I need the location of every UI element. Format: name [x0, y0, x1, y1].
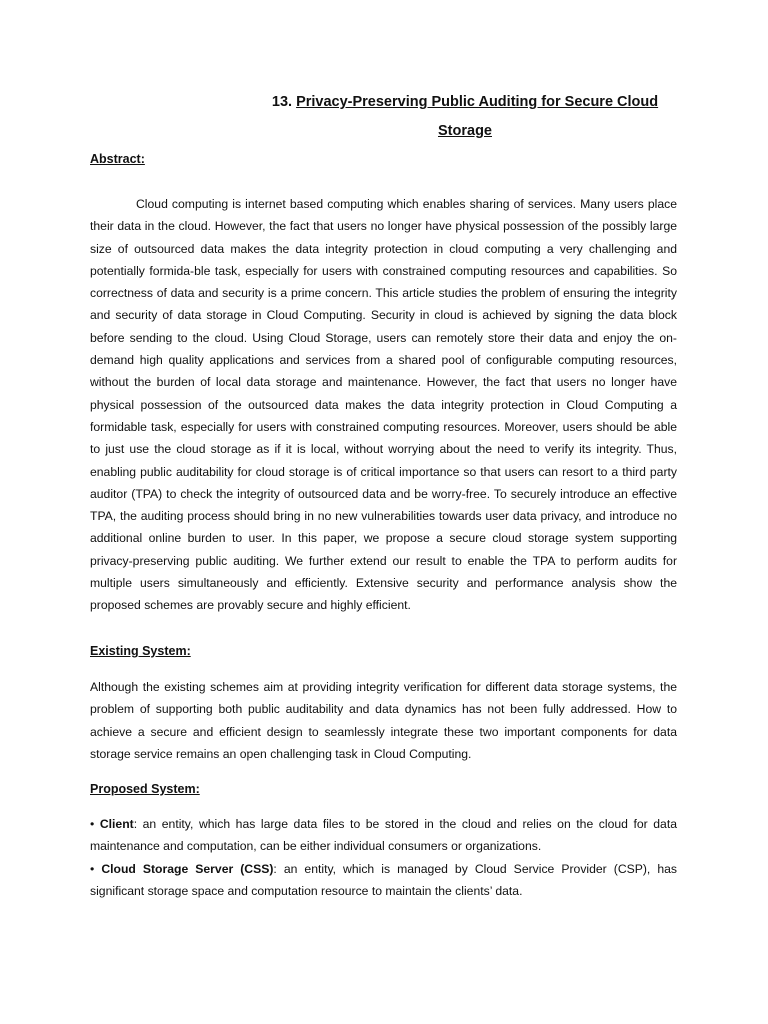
list-item [90, 813, 677, 858]
abstract-heading: Abstract: [90, 152, 145, 166]
proposed-system-list [90, 813, 677, 902]
list-item-text: : an entity, which has large data files to be stored in the cloud and relies on the cloud for data maintenance and computation, can be either individual consumers or organizations. [90, 817, 677, 854]
list-item-text: : an entity, which is managed by Cloud Service Provider (CSP), has significant storage space and computation resource to maintain the clients’ data. [90, 861, 677, 898]
existing-system-heading: Existing System: [90, 644, 191, 658]
existing-system-paragraph: Although the existing schemes aim at providing integrity verification for different data storage systems, the problem of supporting both public auditability and data dynamics has not been fully addressed. How to achieve a secure and efficient design to seamlessly integrate these two important components for data storage service remains an open challenging task in Cloud Computing. [90, 680, 677, 761]
title-number: 13. [271, 94, 293, 110]
title-text: Privacy-Preserving Public Auditing for Secure Cloud Storage [296, 94, 659, 139]
bullet-marker: • [90, 861, 95, 876]
bullet-marker: • [90, 817, 95, 831]
proposed-system-heading: Proposed System: [90, 782, 200, 796]
list-item-term: Client [99, 817, 134, 831]
list-item [90, 858, 677, 903]
list-item-term: Cloud Storage Server (CSS) [101, 861, 274, 876]
abstract-paragraph: Cloud computing is internet based computing which enables sharing of services. Many users place their data in the cloud. However, the fact that users no longer have physical possession of the possibly large size of outsourced data makes the data integrity protection in cloud computing a very challenging and potentially formida-ble task, especially for users with constrained computing resources and capabilities. So correctness of data and security is a prime concern. This article studies the problem of ensuring the integrity and security of data storage in Cloud Computing. Security in cloud is achieved by signing the data block before sending to the cloud. Using Cloud Storage, users can remotely store their data and enjoy the on-demand high quality applications and services from a shared pool of configurable computing resources, without the burden of local data storage and maintenance. However, the fact that users no longer have physical possession of the outsourced data makes the data integrity protection in Cloud Computing a formidable task, especially for users with constrained computing resources. Moreover, users should be able to just use the cloud storage as if it is local, without worrying about the need to verify its integrity. Thus, enabling public auditability for cloud storage is of critical importance so that users can resort to a third party auditor (TPA) to check the integrity of outsourced data and be worry-free. To securely introduce an effective TPA, the auditing process should bring in no new vulnerabilities towards user data privacy, and introduce no additional online burden to user. In this paper, we propose a secure cloud storage system supporting privacy-preserving public auditing. We further extend our result to enable the TPA to perform audits for multiple users simultaneously and efficiently. Extensive security and performance analysis show the proposed schemes are provably secure and highly efficient. [90, 197, 677, 613]
document-title [250, 88, 680, 146]
